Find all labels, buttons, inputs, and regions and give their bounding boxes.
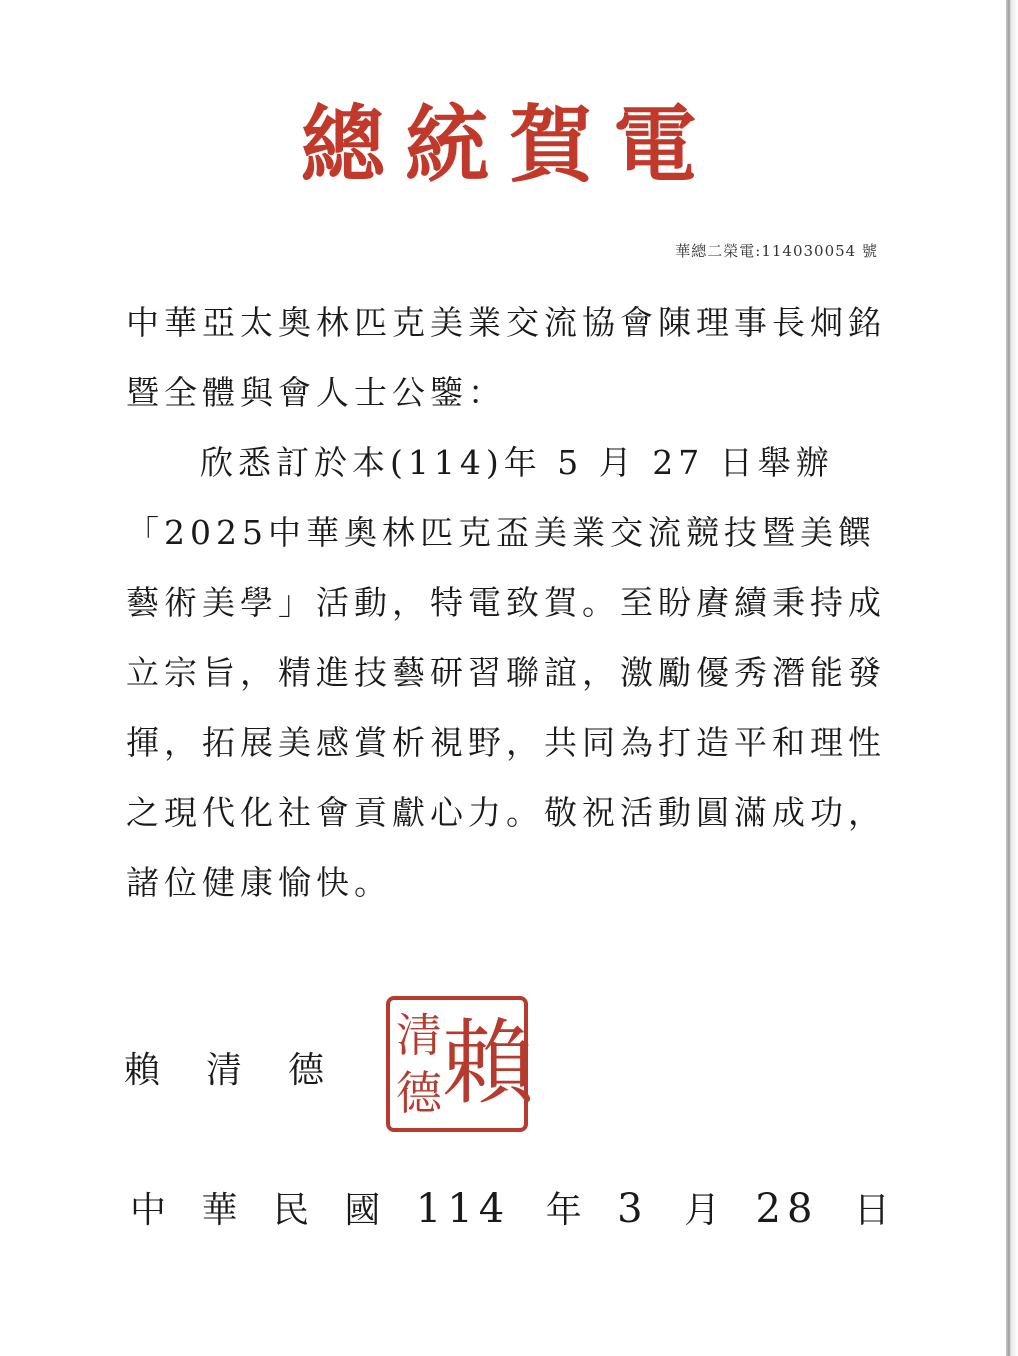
date-day-unit: 日 bbox=[853, 1190, 890, 1231]
date-era-char: 民 bbox=[272, 1190, 309, 1231]
date-year-unit: 年 bbox=[545, 1190, 582, 1231]
page-edge bbox=[1006, 0, 1018, 1356]
document-title: 總統賀電 bbox=[300, 95, 717, 194]
document-number: 華總二榮電:114030054 號 bbox=[675, 242, 878, 260]
date-month: 3 bbox=[617, 1186, 649, 1232]
date-month-unit: 月 bbox=[684, 1190, 721, 1231]
seal-char-right: 賴 bbox=[442, 1010, 535, 1117]
seal-char-left-bottom: 德 bbox=[396, 1066, 442, 1120]
date-era-char: 中 bbox=[130, 1190, 167, 1231]
date-line bbox=[130, 1182, 890, 1233]
seal-char-left-top: 清 bbox=[396, 1008, 442, 1062]
recipient-line: 中華亞太奧林匹克美業交流協會陳理事長炯銘暨全體與會人士公鑒： bbox=[126, 303, 886, 412]
official-seal bbox=[386, 996, 535, 1132]
letter-body bbox=[126, 288, 896, 918]
signer-name: 賴清德 bbox=[124, 1050, 371, 1091]
date-year: 114 bbox=[415, 1186, 511, 1232]
message-paragraph: 欣悉訂於本(114)年 5 月 27 日舉辦「2025中華奧林匹克盃美業交流競技暨美饌藝術美學」活動，特電致賀。至盼賡續秉持成立宗旨，精進技藝研習聯誼，激勵優秀潛能發揮，拓展美感賞析視野，共同為打造平和理性之現代化社會貢獻心力。敬祝活動圓滿成功，諸位健康愉快。 bbox=[126, 443, 886, 902]
date-era-char: 華 bbox=[201, 1190, 238, 1231]
date-day: 28 bbox=[755, 1186, 819, 1232]
date-era-char: 國 bbox=[344, 1190, 381, 1231]
